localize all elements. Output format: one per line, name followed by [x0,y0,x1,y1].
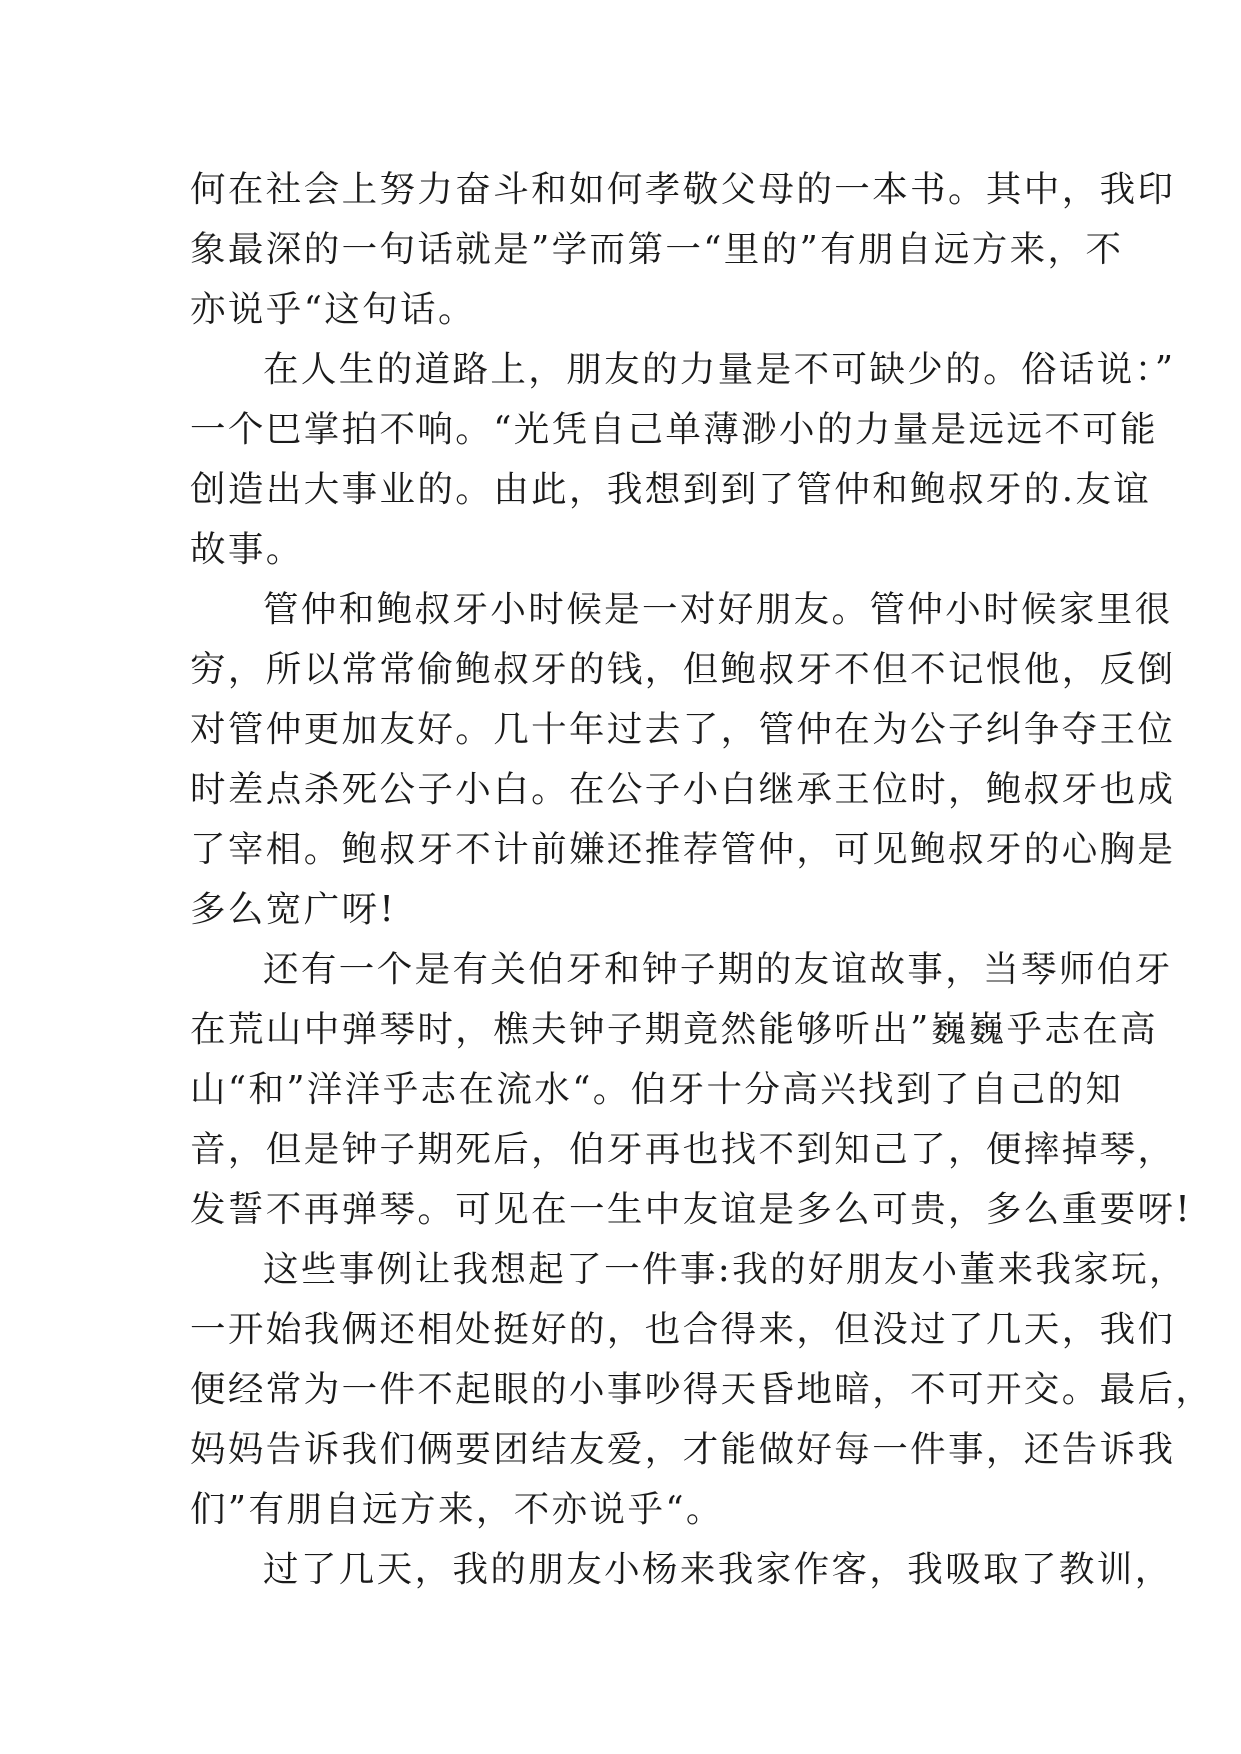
text-line: 多么宽广呀! [190,889,397,930]
text-line: 们”有朋自远方来，不亦说乎“。 [190,1489,724,1530]
text-line: 亦说乎“这句话。 [190,289,476,330]
text-line: 妈妈告诉我们俩要团结友爱，才能做好每一件事，还告诉我 [190,1429,1176,1470]
text-line: 便经常为一件不起眼的小事吵得天昏地暗，不可开交。最后， [190,1369,1214,1410]
text-line: 音，但是钟子期死后，伯牙再也找不到知己了，便摔掉琴， [190,1129,1176,1170]
text-line: 故事。 [190,529,304,570]
document-body [190,160,1214,1600]
text-line: 了宰相。鲍叔牙不计前嫌还推荐管仲，可见鲍叔牙的心胸是 [190,829,1176,870]
paragraph-start-line: 过了几天，我的朋友小杨来我家作客，我吸取了教训， [263,1549,1173,1590]
text-line: 一个巴掌拍不响。“光凭自己单薄渺小的力量是远远不可能 [190,409,1159,450]
text-line: 时差点杀死公子小白。在公子小白继承王位时，鲍叔牙也成 [190,769,1176,810]
paragraph-start-line: 在人生的道路上，朋友的力量是不可缺少的。俗话说：” [263,349,1176,390]
text-line: 山“和”洋洋乎志在流水“。伯牙十分高兴找到了自己的知 [190,1069,1124,1110]
text-line: 在荒山中弹琴时，樵夫钟子期竟然能够听出”巍巍乎志在高 [190,1009,1159,1050]
text-line: 发誓不再弹琴。可见在一生中友谊是多么可贵，多么重要呀! [190,1189,1193,1230]
text-line: 一开始我俩还相处挺好的，也合得来，但没过了几天，我们 [190,1309,1176,1350]
text-line: 象最深的一句话就是”学而第一“里的”有朋自远方来，不 [190,229,1124,270]
text-line: 对管仲更加友好。几十年过去了，管仲在为公子纠争夺王位 [190,709,1176,750]
text-line: 穷，所以常常偷鲍叔牙的钱，但鲍叔牙不但不记恨他，反倒 [190,649,1176,690]
paragraph-start-line: 管仲和鲍叔牙小时候是一对好朋友。管仲小时候家里很 [263,589,1173,630]
text-line: 创造出大事业的。由此，我想到到了管仲和鲍叔牙的.友谊 [190,469,1152,510]
paragraph-start-line: 还有一个是有关伯牙和钟子期的友谊故事，当琴师伯牙 [263,949,1173,990]
paragraph-start-line: 这些事例让我想起了一件事:我的好朋友小董来我家玩， [263,1249,1187,1290]
text-line: 何在社会上努力奋斗和如何孝敬父母的一本书。其中，我印 [190,169,1176,210]
